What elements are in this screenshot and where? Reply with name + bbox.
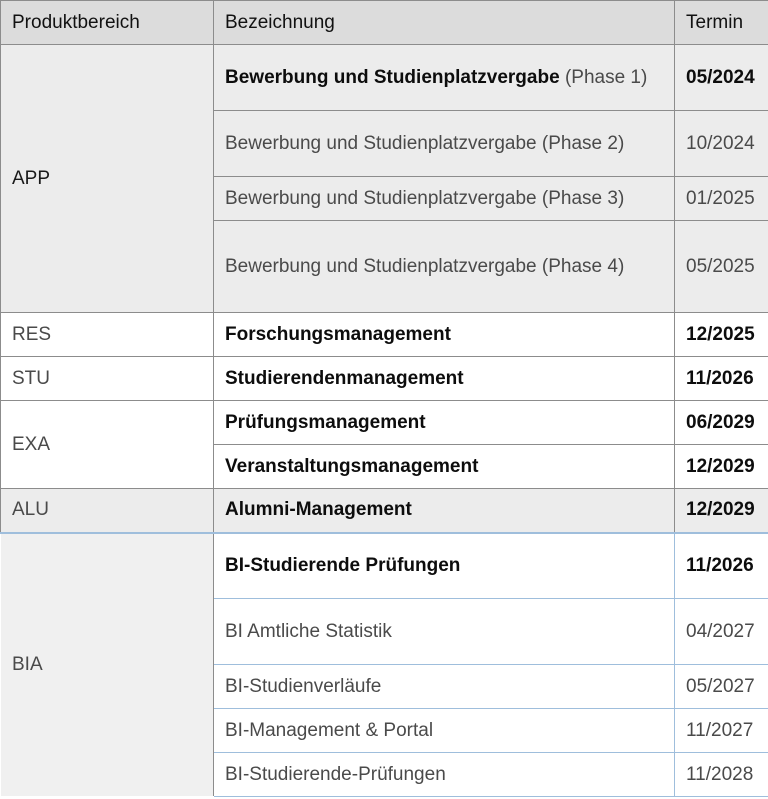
header-produktbereich: Produktbereich: [1, 1, 214, 45]
name-cell: Veranstaltungsmanagement: [214, 445, 675, 489]
table-row: [1, 489, 768, 533]
table-row: [1, 533, 768, 599]
table-row: [1, 45, 768, 111]
category-cell-alu: ALU: [1, 489, 214, 533]
category-cell-exa: EXA: [1, 401, 214, 489]
table-row: [1, 357, 768, 401]
date-cell: 05/2027: [675, 665, 768, 709]
header-termin: Termin: [675, 1, 768, 45]
date-cell: 11/2027: [675, 709, 768, 753]
table-row: [1, 313, 768, 357]
name-cell: Studierendenmanagement: [214, 357, 675, 401]
item-name-suffix: (Phase 1): [564, 66, 648, 88]
category-cell-app: APP: [1, 45, 214, 313]
name-cell: BI-Studierende-Prüfungen: [214, 753, 675, 797]
name-cell: Prüfungsmanagement: [214, 401, 675, 445]
date-cell: 12/2029: [675, 445, 768, 489]
date-cell: 05/2024: [675, 45, 768, 111]
date-cell: 06/2029: [675, 401, 768, 445]
name-cell: Forschungsmanagement: [214, 313, 675, 357]
name-cell: Alumni-Management: [214, 489, 675, 533]
date-cell: 05/2025: [675, 221, 768, 313]
name-cell: Bewerbung und Studienplatzvergabe (Phase 2): [214, 111, 675, 177]
name-cell: [214, 45, 675, 111]
header-row: [1, 1, 768, 45]
date-cell: 12/2029: [675, 489, 768, 533]
category-cell-bia: BIA: [1, 533, 214, 797]
name-cell: Bewerbung und Studienplatzvergabe (Phase 4): [214, 221, 675, 313]
name-cell: Bewerbung und Studienplatzvergabe (Phase 3): [214, 177, 675, 221]
date-cell: 11/2026: [675, 357, 768, 401]
date-cell: 11/2026: [675, 533, 768, 599]
item-name: Bewerbung und Studienplatzvergabe: [225, 66, 560, 88]
name-cell: BI Amtliche Statistik: [214, 599, 675, 665]
header-bezeichnung: Bezeichnung: [214, 1, 675, 45]
name-cell: BI-Management & Portal: [214, 709, 675, 753]
date-cell: 11/2028: [675, 753, 768, 797]
date-cell: 04/2027: [675, 599, 768, 665]
category-cell-res: RES: [1, 313, 214, 357]
date-cell: 10/2024: [675, 111, 768, 177]
category-cell-stu: STU: [1, 357, 214, 401]
name-cell: BI-Studienverläufe: [214, 665, 675, 709]
name-cell: BI-Studierende Prüfungen: [214, 533, 675, 599]
date-cell: 01/2025: [675, 177, 768, 221]
table-row: [1, 401, 768, 445]
date-cell: 12/2025: [675, 313, 768, 357]
